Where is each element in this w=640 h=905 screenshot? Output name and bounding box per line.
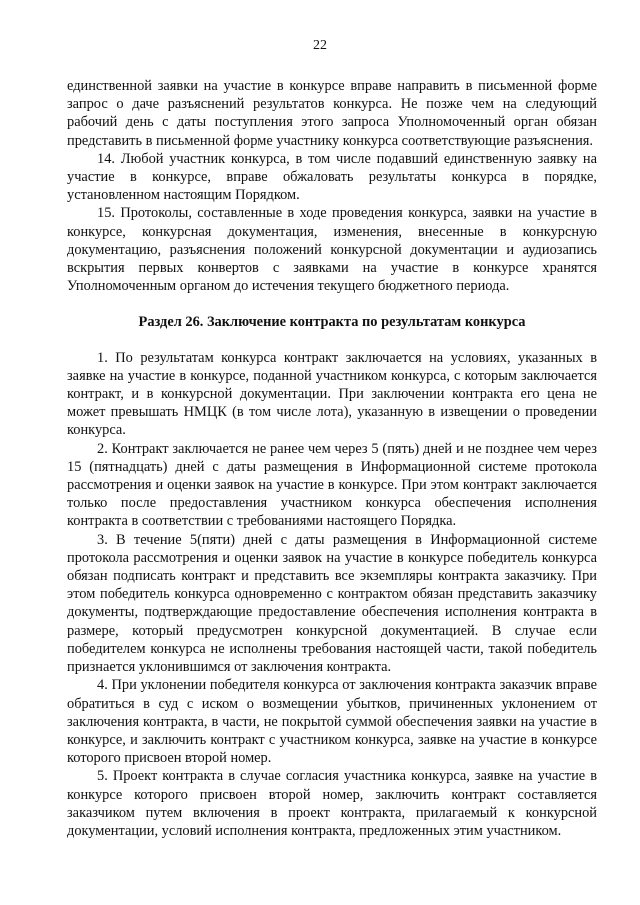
- paragraph-4: 4. При уклонении победителя конкурса от заключения контракта заказчик вправе обратиться в суд с иском о возмещении убытков, причиненных уклонением от заключения контракта, в части, не покрытой суммой обеспечения заявки на участие в конкурсе, и заключить контракт с участником конкурса, заявке на участие в конкурсе которого присвоен второй номер.: [67, 677, 597, 767]
- paragraph-15: 15. Протоколы, составленные в ходе проведения конкурса, заявки на участие в конкурсе, конкурсная документация, изменения, внесенные в конкурсную документацию, разъяснения положений конкурсной документации и аудиозапись вскрытия первых конвертов с заявками на участие в конкурсе хранятся Уполномоченным органом до истечения текущего бюджетного периода.: [67, 205, 597, 295]
- paragraph-5: 5. Проект контракта в случае согласия участника конкурса, заявке на участие в конкурсе которого присвоен второй номер, заключить контракт составляется заказчиком путем включения в проект контракта, прилагаемый к конкурсной документации, условий исполнения контракта, предложенных этим участником.: [67, 768, 597, 839]
- paragraph-3: 3. В течение 5(пяти) дней с даты размещения в Информационной системе протокола рассмотрения и оценки заявок на участие в конкурсе победитель конкурса обязан подписать контракт и представить все экземпляры контракта заказчику. При этом победитель конкурса одновременно с контрактом обязан представить заказчику документы, подтверждающие предоставление обеспечения исполнения контракта в размере, который предусмотрен конкурсной документацией. В случае если победителем конкурса не исполнены требования настоящей части, такой победитель признается уклонившимся от заключения контракта.: [67, 531, 597, 676]
- document-body: [67, 77, 597, 840]
- section-heading: Раздел 26. Заключение контракта по результатам конкурса: [138, 314, 526, 331]
- paragraph-2: 2. Контракт заключается не ранее чем через 5 (пять) дней и не позднее чем через 15 (пятнадцать) дней с даты размещения в Информационной системе протокола рассмотрения и оценки заявок на участие в конкурсе. При этом контракт заключается только после предоставления участником конкурса обеспечения исполнения контракта в соответствии с требованиями настоящего Порядка.: [67, 440, 597, 530]
- paragraph-1: 1. По результатам конкурса контракт заключается на условиях, указанных в заявке на участие в конкурсе, поданной участником конкурса, с которым заключается контракт, и в конкурсной документации. При заключении контракта его цена не может превышать НМЦК (в том числе лота), указанную в извещении о проведении конкурса.: [67, 349, 597, 439]
- page-number: 22: [313, 38, 327, 53]
- paragraph-14: 14. Любой участник конкурса, в том числе подавший единственную заявку на участие в конкурсе, вправе обжаловать результаты конкурса в порядке, установленном настоящим Порядком.: [67, 150, 597, 204]
- paragraph-continuation: единственной заявки на участие в конкурсе вправе направить в письменной форме запрос о даче разъяснений результатов конкурса. Не позже чем на следующий рабочий день с даты поступления этого запроса Уполномоченный орган обязан представить в письменной форме участнику конкурса соответствующие разъяснения.: [67, 78, 597, 149]
